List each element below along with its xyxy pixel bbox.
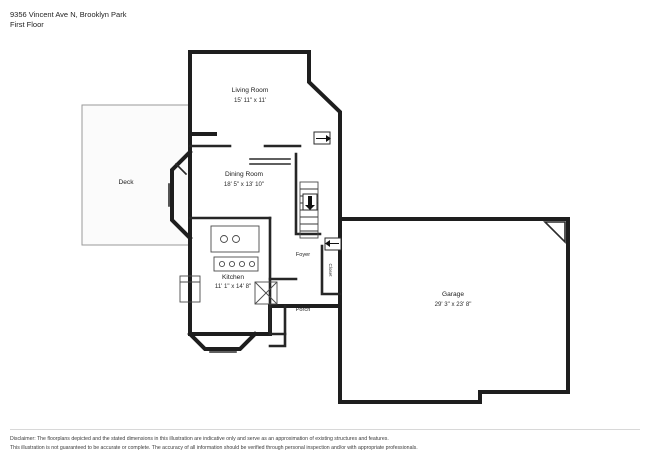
dining-room-name: Dining Room	[224, 171, 264, 178]
disclaimer	[10, 435, 640, 452]
closet-label: Closet	[328, 263, 333, 277]
garage-name: Garage	[442, 291, 464, 298]
arrow-right-icon	[314, 132, 331, 144]
label-dining-room	[224, 171, 264, 188]
living-room-name: Living Room	[231, 87, 269, 94]
footer-divider	[10, 429, 640, 430]
label-kitchen	[215, 274, 251, 290]
label-garage	[435, 291, 472, 308]
kitchen-bay-wall	[190, 334, 255, 349]
kitchen-fixtures	[180, 226, 277, 304]
floorplan-svg[interactable]	[0, 34, 650, 424]
hall-step	[250, 159, 290, 164]
garage-dims: 29' 3" x 23' 8"	[434, 301, 472, 308]
property-address: 9356 Vincent Ave N, Brooklyn Park	[10, 10, 127, 19]
dining-room-dims: 18' 5" x 13' 10"	[223, 181, 265, 188]
arrow-left-icon	[325, 238, 341, 250]
garage-corner-detail	[545, 222, 565, 242]
porch-label: Porch	[295, 307, 311, 313]
arrow-down-icon	[303, 194, 317, 210]
disclaimer-line-2: This illustration is not guaranteed to be accurate or complete. The accuracy of all information should be verified through personal inspection and/or with appropriate professionals.	[10, 444, 418, 451]
porch-wall	[270, 306, 285, 334]
disclaimer-line-1: Disclaimer: The floorplans depicted and the stated dimensions in this illustration are indicative only and serve as an approximation of existing structures and features.	[10, 436, 389, 443]
living-room-dims: 15' 11" x 11'	[233, 97, 267, 104]
kitchen-name: Kitchen	[222, 274, 244, 281]
foyer-label: Foyer	[295, 252, 311, 258]
porch-outer-wall	[270, 306, 285, 346]
plan-header	[10, 10, 126, 30]
floorplan-canvas[interactable]	[0, 34, 650, 424]
garage-outline	[340, 219, 568, 402]
floor-label: First Floor	[10, 20, 44, 30]
label-living-room	[232, 87, 269, 104]
kitchen-dims: 11' 1" x 14' 8"	[214, 283, 252, 290]
deck-label: Deck	[118, 179, 134, 186]
